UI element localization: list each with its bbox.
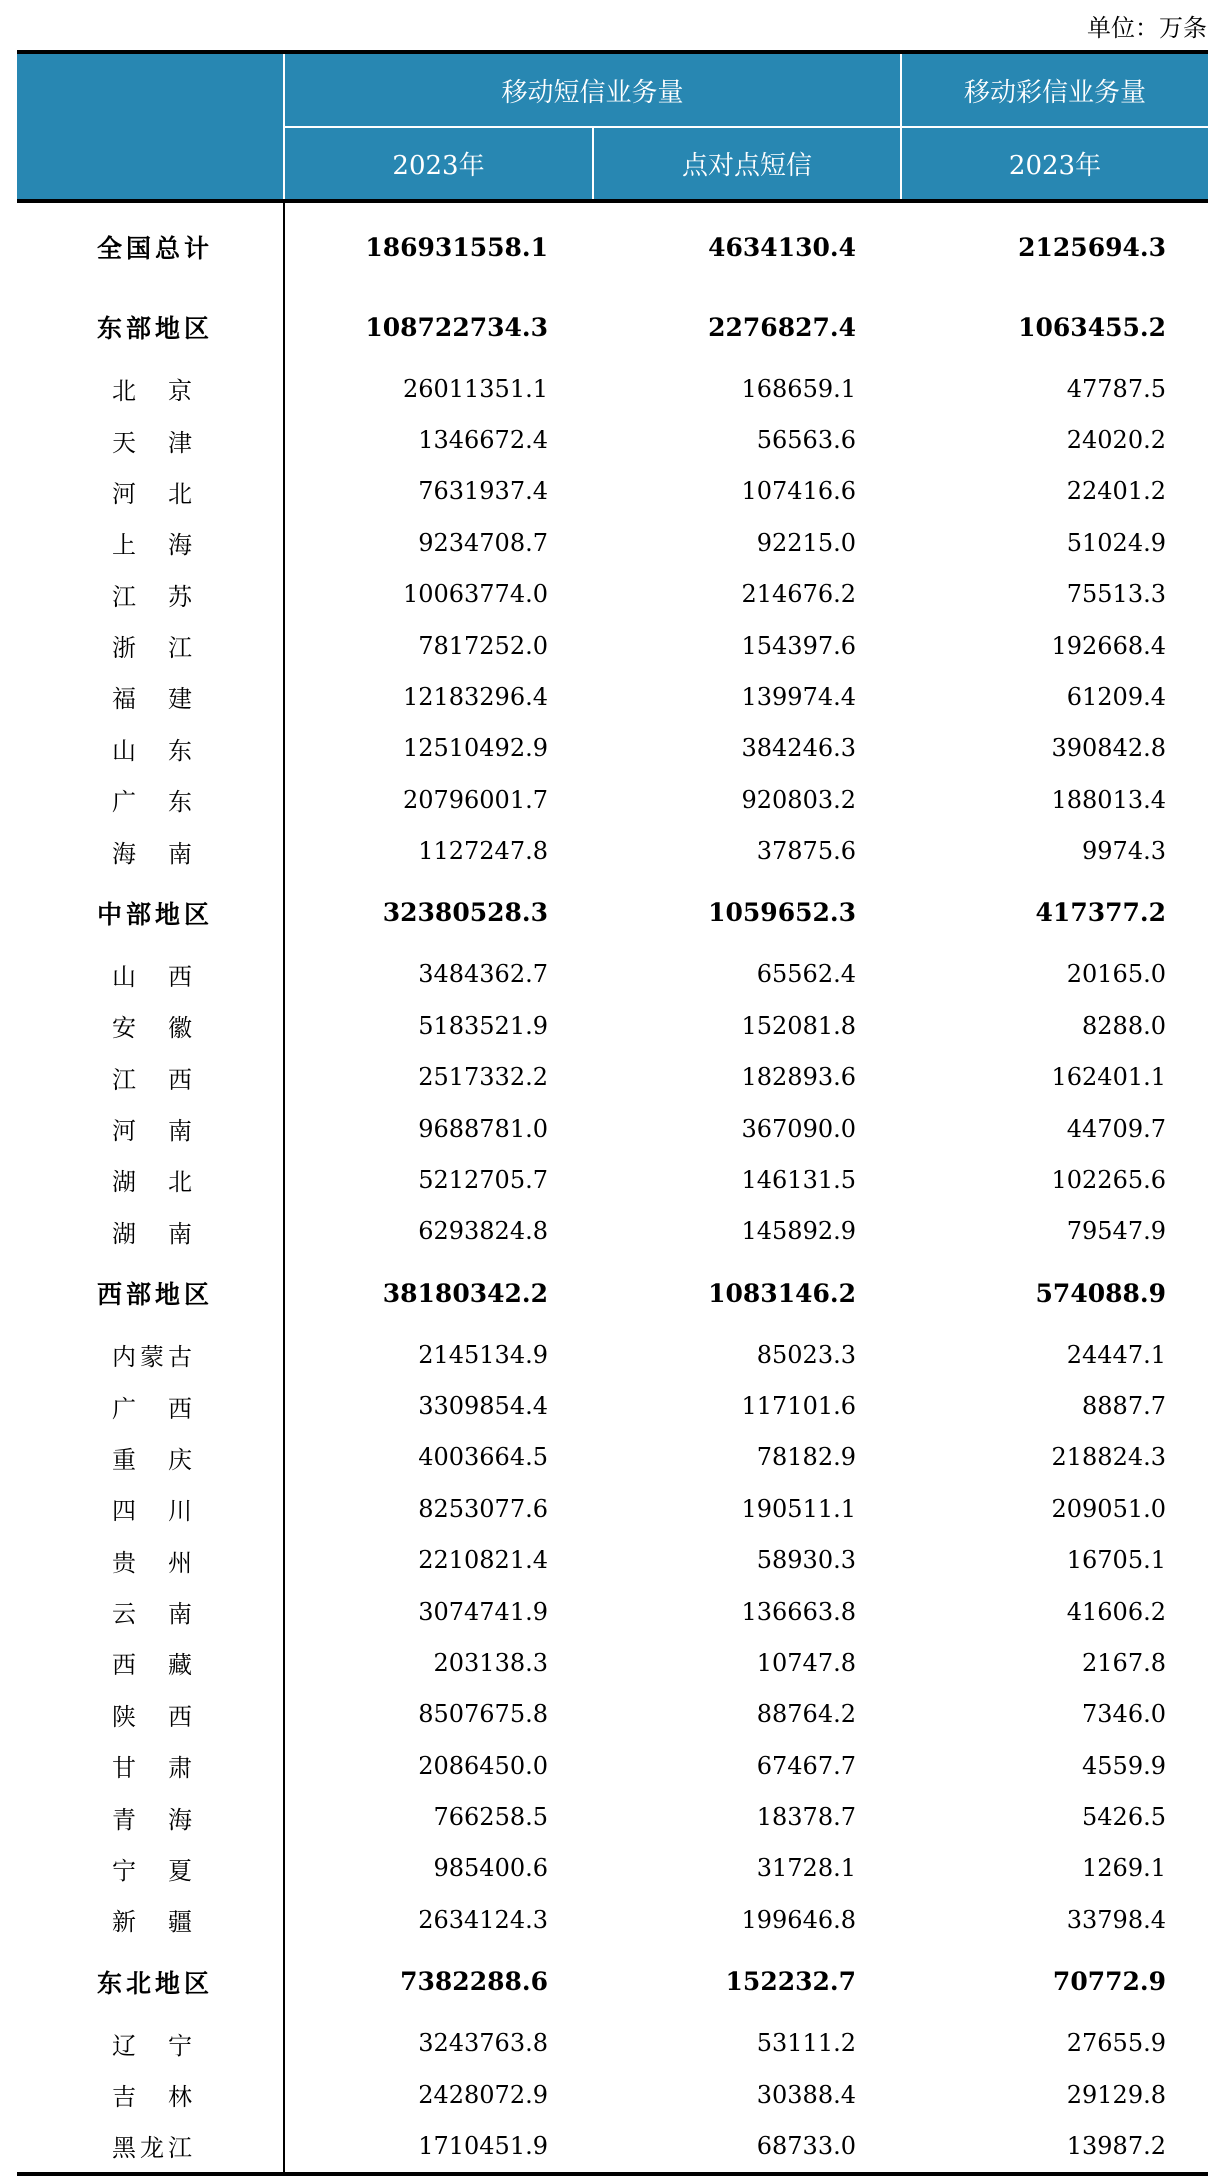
- cell-v1: 32380528.3: [382, 898, 548, 928]
- cell-v3: 70772.9: [1052, 1967, 1166, 1996]
- cell-v2: 152081.8: [741, 1011, 856, 1040]
- row-label: 福建: [112, 685, 192, 714]
- cell-v1: 2634124.3: [418, 1905, 548, 1934]
- cell-v1: 9234708.7: [418, 528, 548, 557]
- row-label: 湖南: [112, 1219, 192, 1248]
- cell-v2: 107416.6: [741, 477, 856, 506]
- row-label: 贵州: [112, 1548, 192, 1577]
- cell-v3: 79547.9: [1066, 1217, 1166, 1246]
- cell-v2: 168659.1: [741, 374, 856, 403]
- cell-v1: 5212705.7: [418, 1165, 548, 1194]
- row-label: 吉林: [112, 2083, 192, 2112]
- region-total-row: [17, 203, 1208, 291]
- cell-v1: 10063774.0: [402, 580, 548, 609]
- row-label: 全国总计: [97, 234, 209, 263]
- province-row: [17, 1483, 1208, 1534]
- cell-v3: 29129.8: [1066, 2080, 1166, 2109]
- cell-v2: 384246.3: [741, 734, 856, 763]
- cell-v1: 3309854.4: [418, 1392, 548, 1421]
- province-row: [17, 363, 1208, 414]
- row-label: 甘肃: [112, 1754, 192, 1783]
- row-label: 广西: [112, 1394, 192, 1423]
- cell-v1: 2210821.4: [418, 1546, 548, 1575]
- cell-v1: 6293824.8: [418, 1217, 548, 1246]
- row-label: 辽宁: [112, 2031, 192, 2060]
- header-group-mms: 移动彩信业务量: [963, 77, 1146, 108]
- cell-v2: 92215.0: [756, 528, 856, 557]
- province-row: [17, 825, 1208, 876]
- row-label: 山东: [112, 736, 192, 765]
- cell-v2: 78182.9: [756, 1443, 856, 1472]
- row-label: 重庆: [112, 1445, 192, 1474]
- cell-v2: 920803.2: [741, 785, 856, 814]
- province-row: [17, 949, 1208, 1000]
- cell-v2: 37875.6: [756, 837, 856, 866]
- row-label: 浙江: [112, 634, 192, 663]
- cell-v3: 47787.5: [1066, 374, 1166, 403]
- cell-v3: 24020.2: [1066, 426, 1166, 455]
- cell-v1: 3243763.8: [418, 2029, 548, 2058]
- row-label: 黑龙江: [112, 2134, 192, 2163]
- cell-v2: 85023.3: [756, 1340, 856, 1369]
- cell-v2: 154397.6: [741, 631, 856, 660]
- cell-v3: 27655.9: [1066, 2029, 1166, 2058]
- cell-v2: 68733.0: [756, 2131, 856, 2160]
- row-label: 新疆: [112, 1908, 192, 1937]
- cell-v1: 7817252.0: [418, 631, 548, 660]
- cell-v1: 3074741.9: [418, 1597, 548, 1626]
- province-row: [17, 466, 1208, 517]
- province-row: [17, 1000, 1208, 1051]
- region-total-row: [17, 291, 1208, 363]
- province-row: [17, 569, 1208, 620]
- cell-v3: 24447.1: [1066, 1340, 1166, 1369]
- row-label: 江苏: [112, 582, 192, 611]
- cell-v1: 985400.6: [433, 1854, 548, 1883]
- row-label: 北京: [112, 377, 192, 406]
- row-label: 东部地区: [97, 314, 209, 343]
- table-bottom-rule: [17, 2172, 1208, 2176]
- row-label: 内蒙古: [112, 1343, 192, 1372]
- cell-v3: 75513.3: [1066, 580, 1166, 609]
- unit-label: 单位：万条: [1087, 14, 1207, 42]
- region-total-row: [17, 877, 1208, 949]
- cell-v1: 7382288.6: [400, 1967, 548, 1996]
- row-label: 河南: [112, 1117, 192, 1146]
- row-label: 上海: [112, 531, 192, 560]
- province-row: [17, 1689, 1208, 1740]
- table-header: [17, 54, 1208, 199]
- cell-v2: 67467.7: [756, 1751, 856, 1780]
- province-row: [17, 414, 1208, 465]
- cell-v1: 12510492.9: [402, 734, 548, 763]
- cell-v1: 1710451.9: [418, 2131, 548, 2160]
- row-label: 东北地区: [97, 1968, 209, 1998]
- row-label: 西部地区: [97, 1280, 209, 1309]
- row-label: 湖北: [112, 1168, 192, 1197]
- cell-v3: 9974.3: [1082, 837, 1166, 866]
- province-row: [17, 1791, 1208, 1842]
- province-row: [17, 671, 1208, 722]
- cell-v2: 182893.6: [741, 1063, 856, 1092]
- province-row: [17, 1052, 1208, 1103]
- cell-v2: 367090.0: [741, 1114, 856, 1143]
- cell-v1: 3484362.7: [418, 960, 548, 989]
- province-row: [17, 1380, 1208, 1431]
- cell-v1: 12183296.4: [402, 682, 548, 711]
- row-label: 河北: [112, 479, 192, 508]
- province-row: [17, 1329, 1208, 1380]
- cell-v2: 4634130.4: [708, 232, 856, 262]
- cell-v3: 1269.1: [1082, 1854, 1166, 1883]
- cell-v1: 7631937.4: [418, 477, 548, 506]
- cell-v1: 8507675.8: [418, 1700, 548, 1729]
- province-row: [17, 723, 1208, 774]
- cell-v3: 16705.1: [1066, 1546, 1166, 1575]
- cell-v2: 58930.3: [756, 1546, 856, 1575]
- cell-v1: 1127247.8: [418, 837, 548, 866]
- cell-v2: 146131.5: [741, 1165, 856, 1194]
- row-label: 陕西: [112, 1702, 192, 1731]
- province-row: [17, 1740, 1208, 1791]
- row-label: 云南: [112, 1600, 192, 1629]
- cell-v3: 102265.6: [1051, 1165, 1166, 1194]
- cell-v2: 1059652.3: [708, 898, 856, 928]
- province-row: [17, 1894, 1208, 1945]
- province-row: [17, 1843, 1208, 1894]
- row-label: 海南: [112, 839, 192, 868]
- cell-v1: 766258.5: [433, 1803, 548, 1832]
- region-total-row: [17, 1257, 1208, 1329]
- cell-v3: 44709.7: [1066, 1114, 1166, 1143]
- header-group-sms: 移动短信业务量: [501, 77, 684, 108]
- cell-v3: 22401.2: [1066, 477, 1166, 506]
- cell-v1: 186931558.1: [365, 232, 548, 262]
- cell-v3: 2125694.3: [1018, 232, 1166, 262]
- cell-v1: 2086450.0: [418, 1751, 548, 1780]
- cell-v3: 188013.4: [1051, 785, 1166, 814]
- province-row: [17, 620, 1208, 671]
- row-label: 四川: [112, 1497, 192, 1526]
- cell-v2: 145892.9: [741, 1217, 856, 1246]
- province-row: [17, 1103, 1208, 1154]
- header-sub-mms-2023: 2023年: [1008, 151, 1102, 181]
- cell-v1: 5183521.9: [418, 1011, 548, 1040]
- cell-v2: 30388.4: [756, 2080, 856, 2109]
- cell-v3: 51024.9: [1066, 528, 1166, 557]
- cell-v1: 1346672.4: [418, 426, 548, 455]
- data-table: [17, 50, 1208, 2176]
- cell-v3: 8887.7: [1082, 1392, 1166, 1421]
- province-row: [17, 517, 1208, 568]
- region-total-row: [17, 1946, 1208, 2018]
- row-label: 青海: [112, 1805, 192, 1834]
- row-label: 中部地区: [97, 899, 209, 929]
- province-row: [17, 2018, 1208, 2069]
- cell-v3: 20165.0: [1066, 960, 1166, 989]
- cell-v3: 13987.2: [1066, 2131, 1166, 2160]
- cell-v2: 190511.1: [741, 1494, 856, 1523]
- cell-v1: 2517332.2: [418, 1063, 548, 1092]
- cell-v1: 8253077.6: [418, 1494, 548, 1523]
- cell-v2: 152232.7: [725, 1967, 856, 1996]
- province-row: [17, 1432, 1208, 1483]
- row-label: 西藏: [112, 1651, 192, 1680]
- cell-v1: 2428072.9: [418, 2080, 548, 2109]
- cell-v1: 4003664.5: [418, 1443, 548, 1472]
- table-body: [17, 203, 1208, 2172]
- cell-v3: 1063455.2: [1018, 312, 1166, 342]
- cell-v3: 2167.8: [1082, 1648, 1166, 1677]
- row-label: 安徽: [112, 1014, 192, 1043]
- province-row: [17, 1637, 1208, 1688]
- cell-v1: 38180342.2: [382, 1278, 548, 1308]
- cell-v3: 574088.9: [1035, 1278, 1166, 1308]
- cell-v3: 192668.4: [1051, 631, 1166, 660]
- cell-v1: 203138.3: [433, 1648, 548, 1677]
- cell-v2: 53111.2: [756, 2029, 856, 2058]
- cell-v1: 2145134.9: [418, 1340, 548, 1369]
- row-label: 广东: [112, 788, 192, 817]
- province-row: [17, 1535, 1208, 1586]
- cell-v3: 209051.0: [1051, 1494, 1166, 1523]
- cell-v3: 5426.5: [1082, 1803, 1166, 1832]
- cell-v2: 1083146.2: [708, 1278, 856, 1308]
- cell-v3: 33798.4: [1066, 1905, 1166, 1934]
- province-row: [17, 2069, 1208, 2120]
- province-row: [17, 1586, 1208, 1637]
- province-row: [17, 2120, 1208, 2171]
- cell-v3: 162401.1: [1051, 1063, 1166, 1092]
- row-label: 天津: [112, 428, 192, 457]
- cell-v2: 18378.7: [756, 1803, 856, 1832]
- header-sub-sms-2023: 2023年: [392, 151, 485, 181]
- cell-v1: 20796001.7: [402, 785, 548, 814]
- province-row: [17, 1206, 1208, 1257]
- cell-v2: 88764.2: [756, 1700, 856, 1729]
- cell-v1: 9688781.0: [418, 1114, 548, 1143]
- cell-v3: 4559.9: [1082, 1751, 1166, 1780]
- header-sub-p2p-sms: 点对点短信: [681, 151, 812, 181]
- cell-v2: 136663.8: [741, 1597, 856, 1626]
- cell-v2: 199646.8: [741, 1905, 856, 1934]
- cell-v3: 417377.2: [1035, 898, 1166, 928]
- cell-v1: 108722734.3: [365, 312, 548, 342]
- province-row: [17, 774, 1208, 825]
- cell-v2: 56563.6: [756, 426, 856, 455]
- cell-v3: 218824.3: [1051, 1443, 1166, 1472]
- cell-v3: 41606.2: [1066, 1597, 1166, 1626]
- cell-v3: 8288.0: [1082, 1011, 1166, 1040]
- cell-v2: 2276827.4: [708, 312, 856, 342]
- row-label: 山西: [112, 962, 192, 991]
- row-label: 宁夏: [112, 1856, 192, 1885]
- cell-v3: 7346.0: [1082, 1700, 1166, 1729]
- cell-v2: 65562.4: [756, 960, 856, 989]
- province-row: [17, 1154, 1208, 1205]
- cell-v2: 214676.2: [741, 580, 856, 609]
- cell-v2: 139974.4: [741, 682, 856, 711]
- cell-v2: 117101.6: [741, 1392, 856, 1421]
- cell-v1: 26011351.1: [402, 374, 548, 403]
- cell-v2: 10747.8: [756, 1648, 856, 1677]
- row-label: 江西: [112, 1065, 192, 1094]
- cell-v2: 31728.1: [756, 1854, 856, 1883]
- cell-v3: 390842.8: [1051, 734, 1166, 763]
- cell-v3: 61209.4: [1066, 682, 1166, 711]
